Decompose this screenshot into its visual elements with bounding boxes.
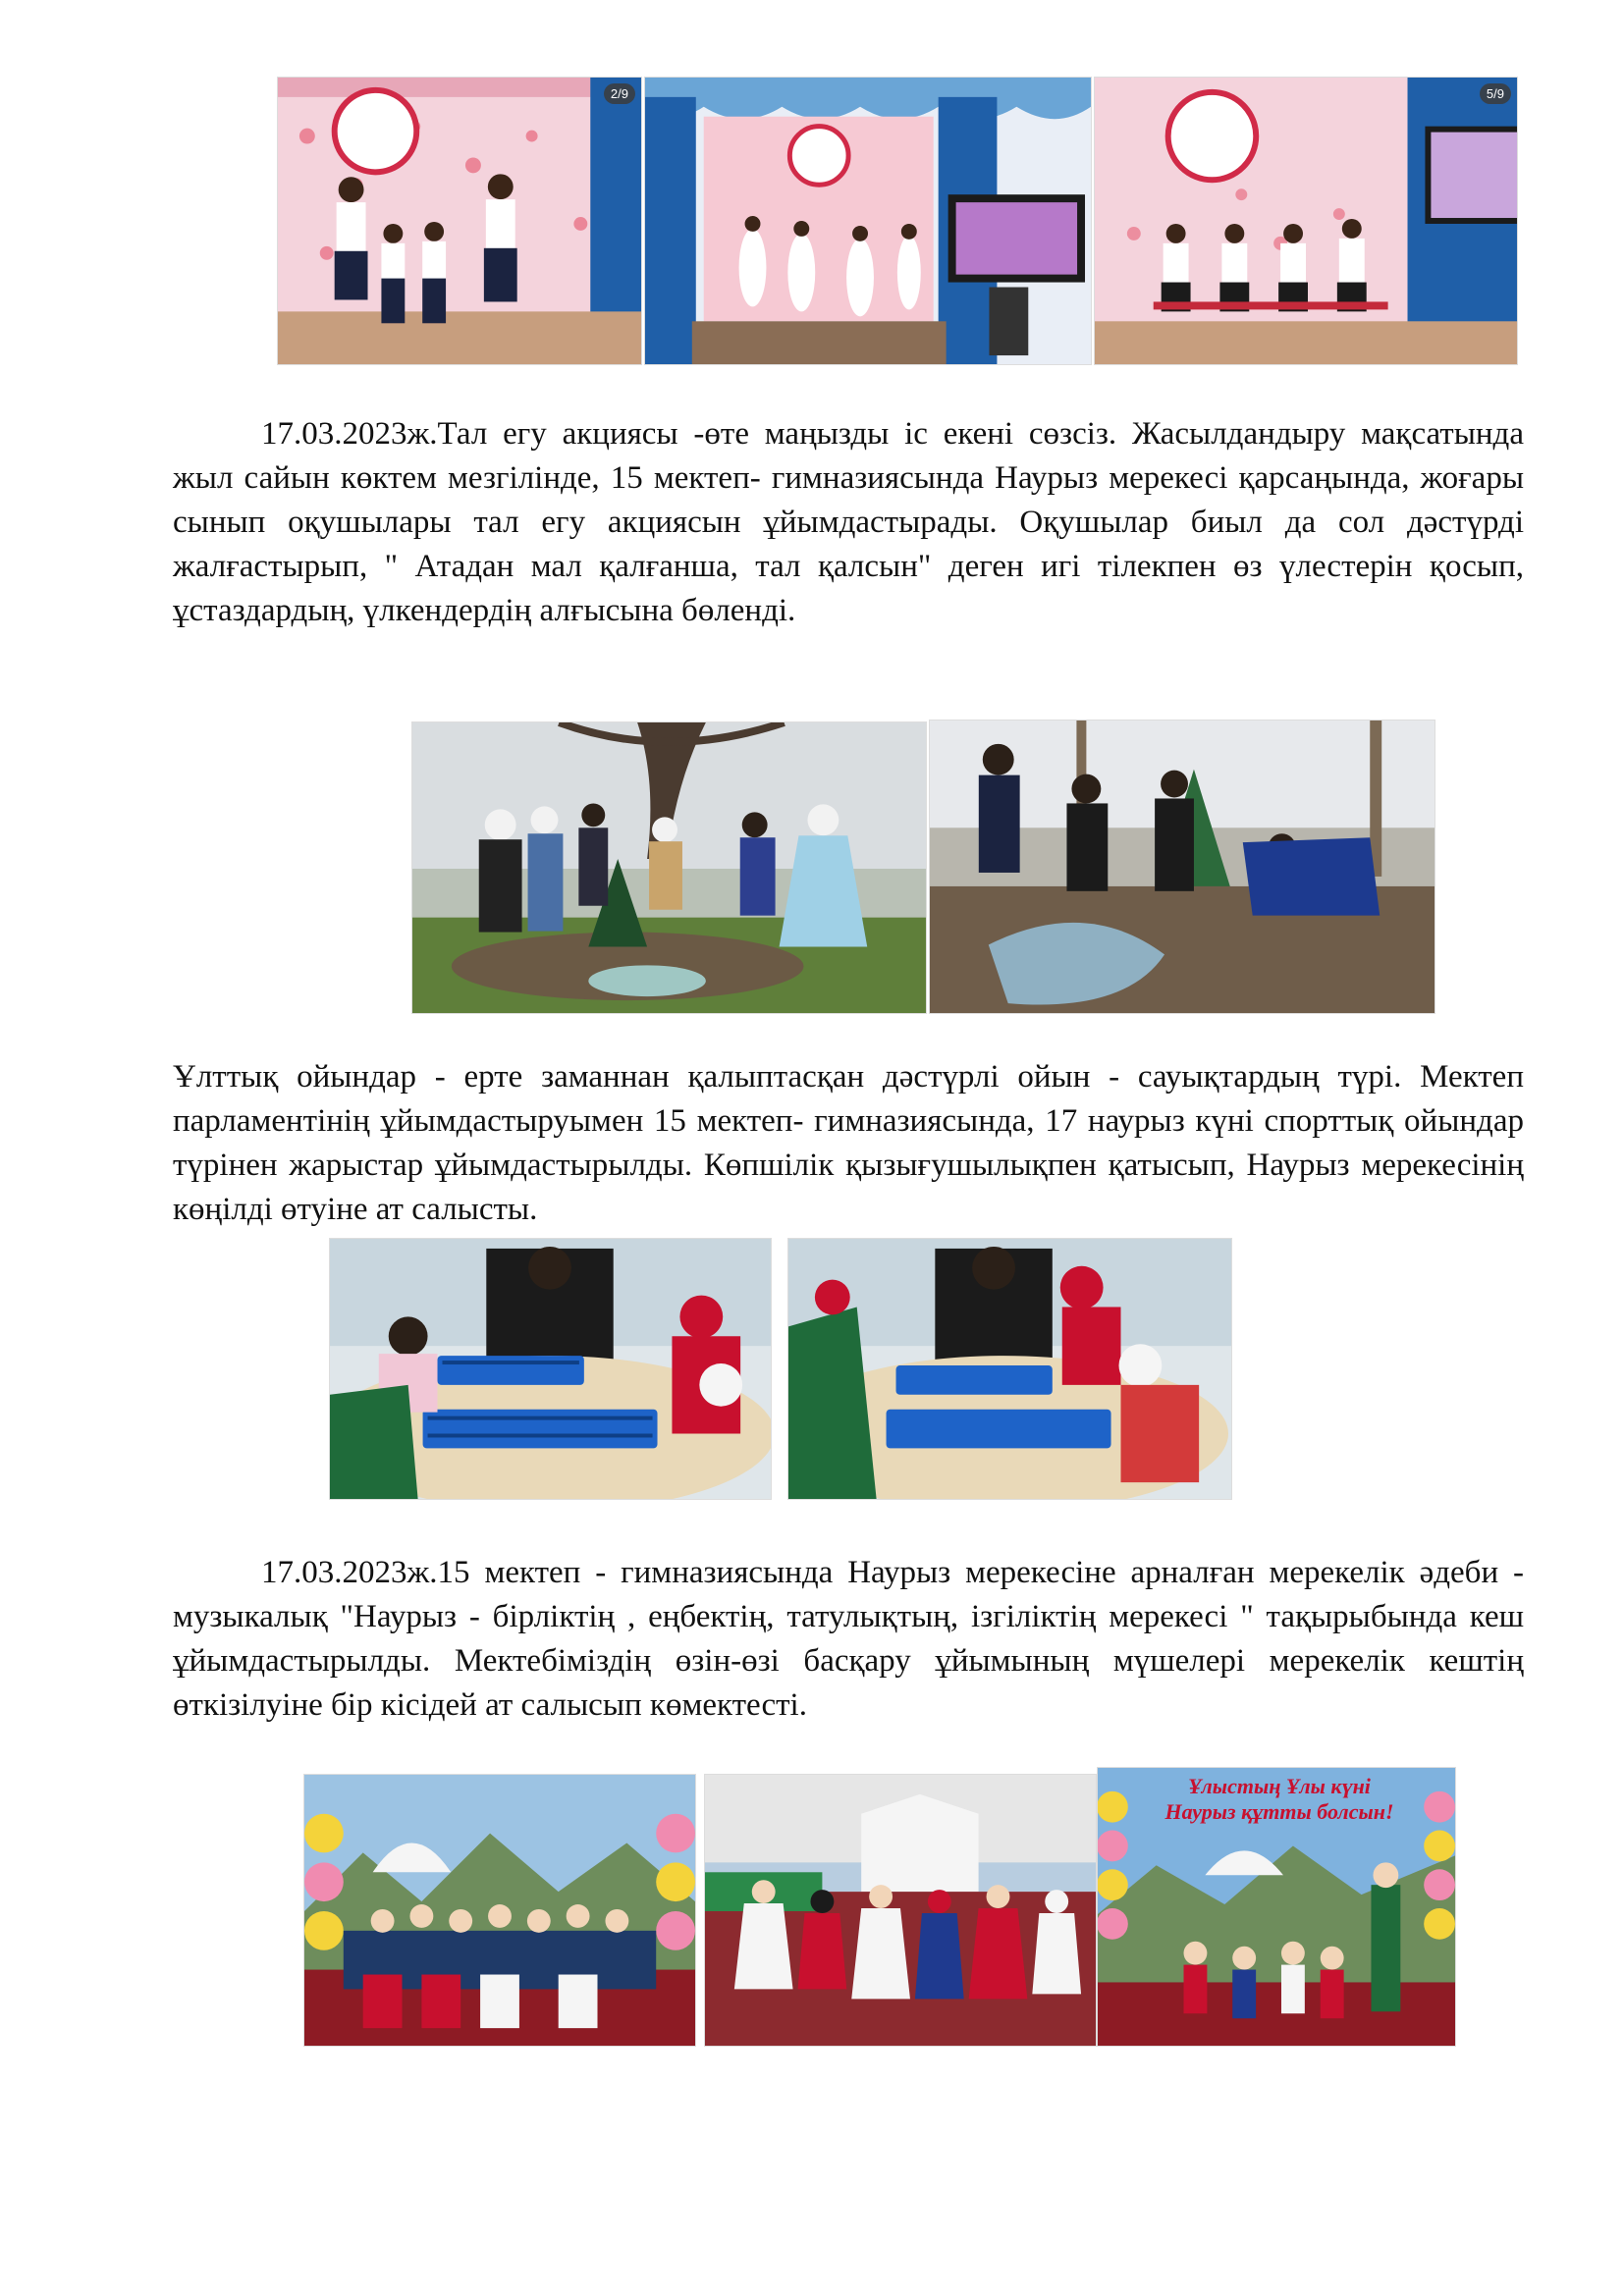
paragraph-tree-planting: 17.03.2023ж.Тал егу акциясы -өте маңызды іс екені сөзсіз. Жасылдандыру мақсатында жыл сайын көктем мезгілінде, 15 мектеп- гимназиясында Наурыз мерекесі қарсаңында, жоғары сынып оқушылары тал егу акциясын ұйымдастырады. Оқушылар биыл да сол дәстүрді жалғастырып, " Атадан мал қалғанша, тал қалсын" деген игі тілекпен өз үлестерін қосып, ұстаздардың, үлкендердің алғысына бөленді. (173, 416, 1524, 628)
photo-counter-badge: 2/9 (604, 83, 635, 104)
photo-stage-dancers (644, 77, 1092, 365)
photo-board-game-2 (787, 1238, 1232, 1500)
photo-nauryz-group (303, 1774, 696, 2047)
banner-greeting (1137, 1774, 1422, 1825)
paragraph-national-games: Ұлттық ойындар - ерте заманнан қалыптасқан дәстүрлі ойын - сауықтардың түрі. Мектеп парламентінің ұйымдастыруымен 15 мектеп- гимназиясында, 17 наурыз күні спорттық ойындар түрінен жарыстар ұйымдастырылды. Көпшілік қызығушылықпен қатысып, Наурыз мерекесінің көңілді өтуіне ат салысты. (173, 1059, 1524, 1227)
photo-nauryz-dancers (704, 1774, 1097, 2047)
photo-tree-planting-elders (411, 721, 927, 1014)
banner-line-1: Ұлыстың Ұлы күні (1188, 1774, 1371, 1798)
photo-counter-badge: 5/9 (1480, 83, 1511, 104)
paragraph-nauryz-evening: 17.03.2023ж.15 мектеп - гимназиясында Наурыз мерекесіне арналған мерекелік әдеби - музыкалық "Наурыз - бірліктің , еңбектің, татулықтың, ізгіліктің мерекесі " тақырыбында кеш ұйымдастырылды. Мектебіміздің өзін-өзі басқару ұйымының мүшелері мерекелік кештің өткізілуіне бір кісідей ат салысып көмектесті. (173, 1555, 1524, 1723)
photo-stage-musicians (1094, 77, 1518, 365)
photo-board-game-1 (329, 1238, 772, 1500)
photo-nauryz-stage (1097, 1767, 1456, 2047)
banner-line-2: Наурыз құтты болсын! (1164, 1799, 1394, 1824)
photo-tree-planting-students (929, 720, 1435, 1014)
photo-stage-readers (277, 77, 642, 365)
